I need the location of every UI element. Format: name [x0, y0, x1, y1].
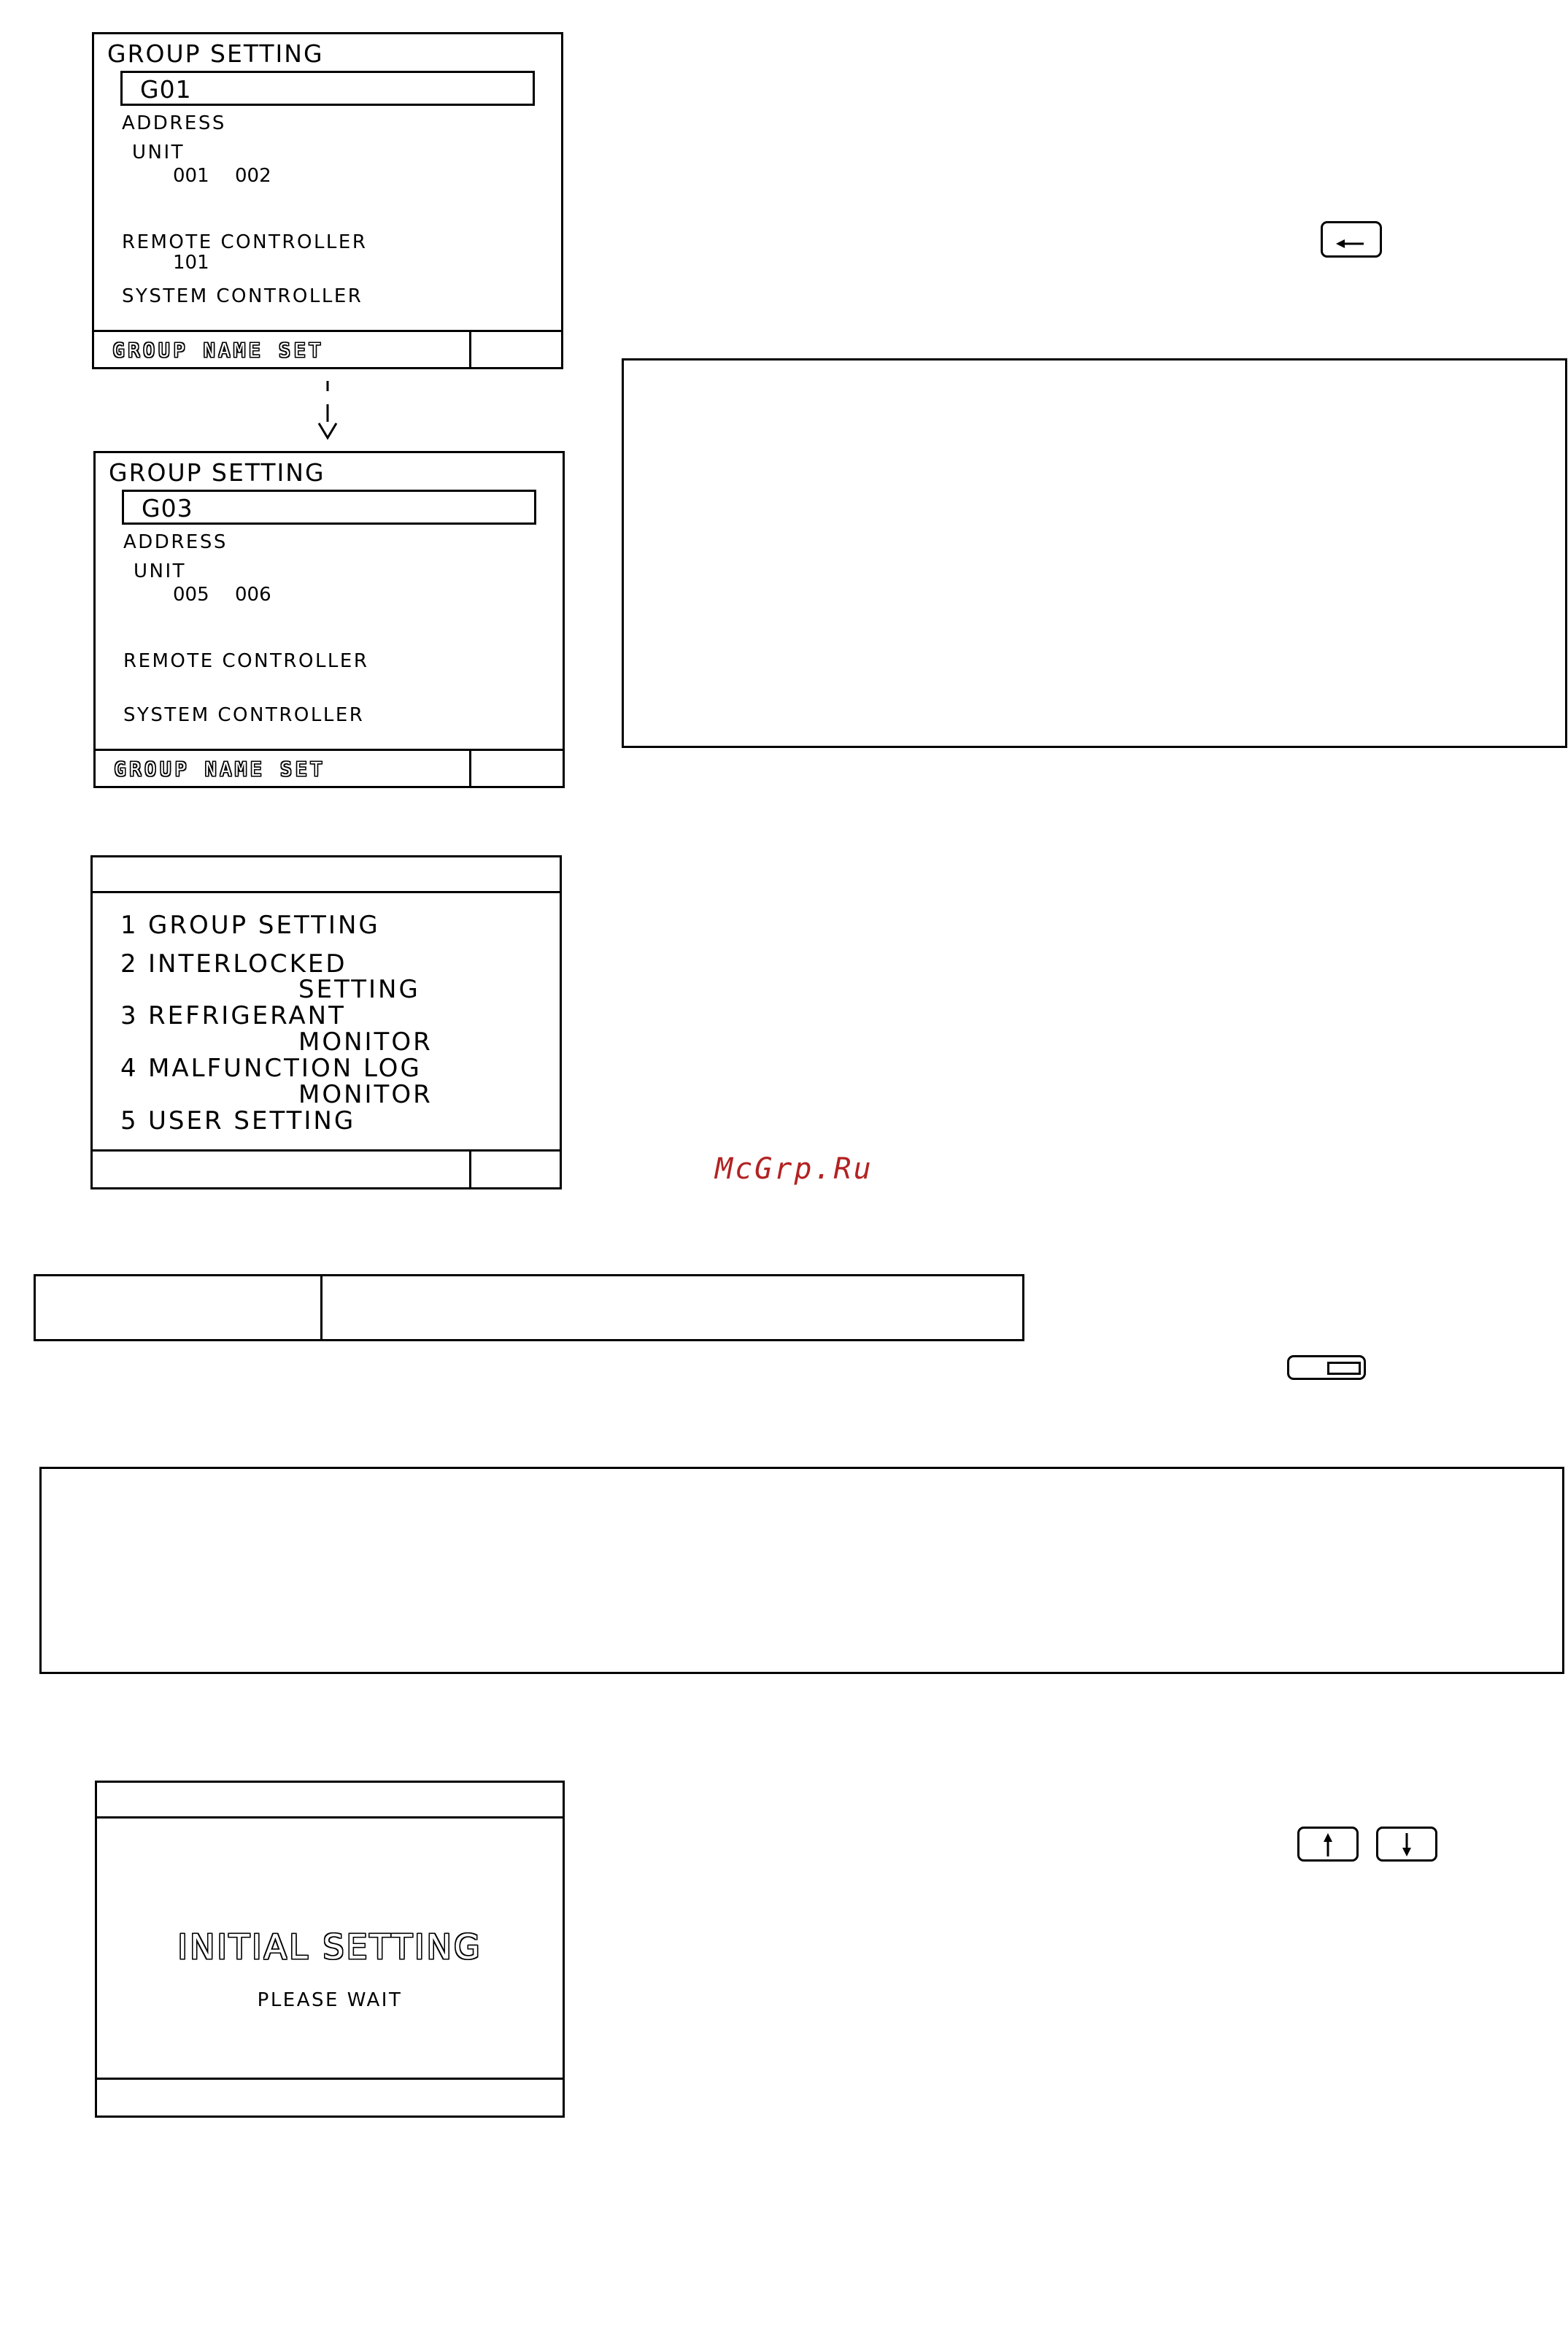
address-label: ADDRESS [123, 531, 228, 553]
down-arrow-connector [310, 378, 347, 444]
address-label: ADDRESS [122, 112, 226, 134]
up-arrow-icon [1299, 1829, 1356, 1859]
remote-controller-label: REMOTE CONTROLLER [122, 231, 368, 253]
menu-item-number: 1 [120, 911, 139, 940]
unit-address: 006 [235, 584, 271, 606]
unit-address: 001 [173, 165, 209, 187]
unit-address: 002 [235, 165, 271, 187]
unit-label: UNIT [132, 142, 185, 163]
menu-item-user-setting[interactable]: USER SETTING [148, 1106, 356, 1135]
menu-item-number: 4 [120, 1054, 139, 1083]
enter-key[interactable] [1321, 221, 1382, 258]
note-box-right [622, 358, 1567, 748]
note-box-wide [39, 1467, 1564, 1674]
rectangle-key[interactable] [1287, 1355, 1366, 1380]
group-name-field[interactable] [122, 490, 536, 525]
menu-item-number: 5 [120, 1106, 139, 1135]
rectangle-icon [1327, 1362, 1361, 1375]
group-code: G03 [142, 494, 193, 522]
group-name-field[interactable] [120, 71, 535, 106]
header-divider [97, 1816, 563, 1819]
menu-item-malfunction-log-line2[interactable]: MONITOR [298, 1080, 433, 1109]
menu-item-number: 2 [120, 949, 139, 979]
down-key[interactable] [1376, 1827, 1437, 1862]
left-arrow-icon [1323, 223, 1380, 255]
down-arrow-icon [1378, 1829, 1435, 1859]
screen-title: GROUP SETTING [109, 458, 325, 487]
menu-item-interlocked-line2[interactable]: SETTING [298, 975, 420, 1004]
unit-address: 005 [173, 584, 209, 606]
footer-divider [97, 2078, 563, 2080]
menu-item-refrigerant-line2[interactable]: MONITOR [298, 1027, 433, 1057]
menu-item-malfunction-log[interactable]: MALFUNCTION LOG [148, 1054, 422, 1083]
table-cell-divider [320, 1276, 323, 1339]
footer-divider [94, 330, 561, 332]
initial-setting-title: INITIAL SETTING [177, 1927, 482, 1967]
menu-screen [90, 855, 562, 1189]
remote-controller-label: REMOTE CONTROLLER [123, 650, 369, 672]
initial-setting-screen [95, 1781, 565, 2118]
system-controller-label: SYSTEM CONTROLLER [123, 704, 365, 726]
footer-divider [93, 1149, 560, 1152]
menu-item-interlocked[interactable]: INTERLOCKED [148, 949, 347, 979]
footer-separator [469, 749, 471, 786]
footer-group-name-set[interactable]: GROUP NAME SET [113, 340, 325, 362]
group-setting-screen-g03 [93, 451, 565, 788]
table-box [34, 1274, 1024, 1341]
up-key[interactable] [1297, 1827, 1359, 1862]
menu-header-divider [93, 891, 560, 893]
group-code: G01 [140, 75, 192, 104]
remote-controller-address: 101 [173, 252, 209, 274]
group-setting-screen-g01 [92, 32, 563, 369]
footer-divider [96, 749, 563, 751]
system-controller-label: SYSTEM CONTROLLER [122, 285, 363, 307]
please-wait-text: PLEASE WAIT [257, 1989, 403, 2011]
menu-item-group-setting[interactable]: GROUP SETTING [148, 911, 380, 940]
menu-item-refrigerant[interactable]: REFRIGERANT [148, 1001, 346, 1030]
menu-item-number: 3 [120, 1001, 139, 1030]
screen-title: GROUP SETTING [107, 39, 324, 68]
watermark-text: McGrp.Ru [715, 1152, 873, 1186]
footer-separator [469, 1149, 471, 1187]
footer-separator [469, 330, 471, 367]
footer-group-name-set[interactable]: GROUP NAME SET [115, 759, 326, 781]
unit-label: UNIT [134, 560, 187, 582]
